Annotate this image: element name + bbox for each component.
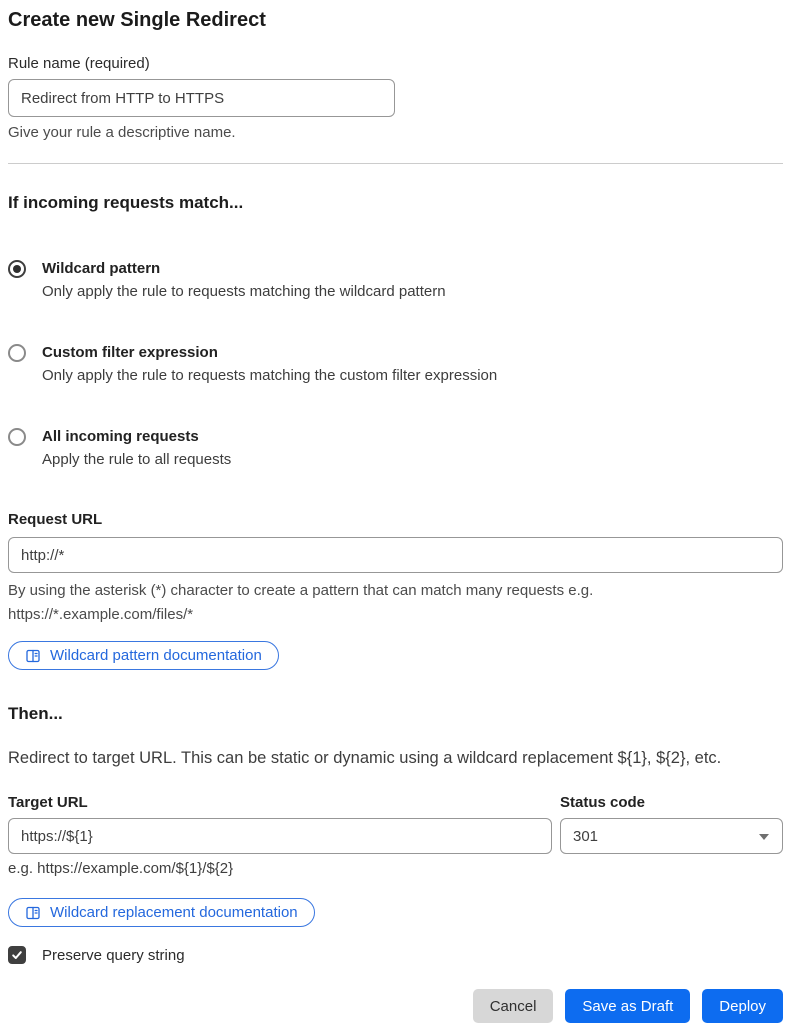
match-type-radio-group xyxy=(8,259,783,470)
radio-icon[interactable] xyxy=(8,260,26,278)
request-url-help: By using the asterisk (*) character to create a pattern that can match many requests e.g. https://*.example.com/files/* xyxy=(8,582,594,623)
radio-icon[interactable] xyxy=(8,344,26,362)
cancel-button[interactable]: Cancel xyxy=(473,989,554,1023)
status-code-select[interactable] xyxy=(560,818,783,854)
radio-option-label: Custom filter expression xyxy=(42,344,218,361)
radio-option-description: Only apply the rule to requests matching the custom filter expression xyxy=(42,367,498,384)
rule-name-label: Rule name (required) xyxy=(8,55,150,72)
radio-option-custom-filter[interactable] xyxy=(8,343,783,386)
book-icon xyxy=(25,648,41,664)
rule-name-help: Give your rule a descriptive name. xyxy=(8,124,236,141)
radio-option-label: All incoming requests xyxy=(42,428,199,445)
wildcard-pattern-doc-button[interactable] xyxy=(8,641,279,670)
request-url-input[interactable] xyxy=(8,537,783,573)
radio-option-all-requests[interactable] xyxy=(8,427,783,470)
wildcard-replacement-doc-button[interactable] xyxy=(8,898,315,927)
preserve-query-row[interactable] xyxy=(8,946,783,964)
deploy-button[interactable]: Deploy xyxy=(702,989,783,1023)
target-status-row xyxy=(8,793,783,854)
then-section-description: Redirect to target URL. This can be static or dynamic using a wildcard replacement ${1}, ${2}, etc. xyxy=(8,749,722,767)
doc-button-label: Wildcard replacement documentation xyxy=(50,904,298,921)
target-url-input[interactable] xyxy=(8,818,552,854)
request-url-label: Request URL xyxy=(8,511,103,528)
caret-down-icon xyxy=(759,834,769,840)
page-title: Create new Single Redirect xyxy=(8,9,266,31)
radio-option-description: Apply the rule to all requests xyxy=(42,451,232,468)
section-divider xyxy=(8,163,783,164)
then-section-heading: Then... xyxy=(8,704,63,723)
target-url-help: e.g. https://example.com/${1}/${2} xyxy=(8,860,234,877)
radio-option-wildcard-pattern[interactable] xyxy=(8,259,783,302)
footer-actions xyxy=(8,989,783,1023)
radio-option-label: Wildcard pattern xyxy=(42,260,161,277)
preserve-query-checkbox[interactable] xyxy=(8,946,26,964)
save-as-draft-button[interactable]: Save as Draft xyxy=(565,989,690,1023)
status-code-label: Status code xyxy=(560,794,646,811)
preserve-query-label: Preserve query string xyxy=(42,946,185,964)
radio-icon[interactable] xyxy=(8,428,26,446)
radio-option-description: Only apply the rule to requests matching the wildcard pattern xyxy=(42,283,446,300)
rule-name-input[interactable] xyxy=(8,79,395,117)
doc-button-label: Wildcard pattern documentation xyxy=(50,647,262,664)
match-section-heading: If incoming requests match... xyxy=(8,193,244,212)
target-url-label: Target URL xyxy=(8,794,88,811)
status-code-value: 301 xyxy=(573,827,599,845)
book-icon xyxy=(25,905,41,921)
check-icon xyxy=(11,949,23,961)
